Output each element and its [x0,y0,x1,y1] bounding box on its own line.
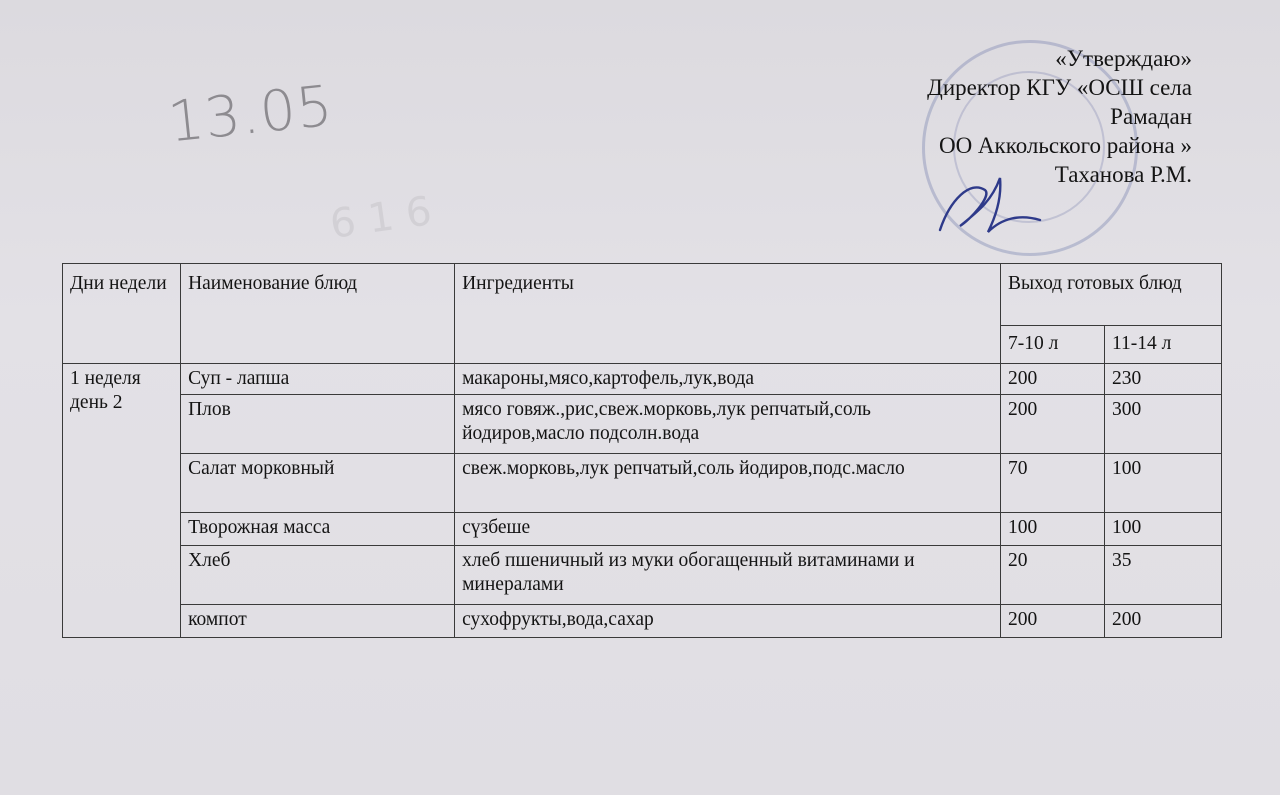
output-7-10: 20 [1001,546,1105,605]
table-header-row [63,264,1222,326]
table-row [63,546,1222,605]
dish-name: Хлеб [181,546,455,605]
output-11-14: 100 [1104,513,1221,546]
ingredients: свеж.морковь,лук репчатый,соль йодиров,подс.масло [455,454,1001,513]
output-11-14: 100 [1104,454,1221,513]
header-day: Дни недели [63,264,181,364]
header-age-7-10: 7-10 л [1001,326,1105,364]
output-11-14: 300 [1104,395,1221,454]
table-row [63,605,1222,638]
faint-pencil-mark: 6 1 6 [327,188,435,248]
header-ingredients: Ингредиенты [455,264,1001,364]
approval-line: Таханова Р.М. [1054,162,1192,187]
output-7-10: 200 [1001,395,1105,454]
approval-line: Рамадан [1110,104,1192,129]
handwritten-date: 13.05 [165,73,337,156]
table-row [63,364,1222,395]
dish-name: Салат морковный [181,454,455,513]
header-age-11-14: 11-14 л [1104,326,1221,364]
output-7-10: 70 [1001,454,1105,513]
approval-line: ОО Аккольского района » [938,133,1192,158]
header-output: Выход готовых блюд [1001,264,1222,326]
output-11-14: 200 [1104,605,1221,638]
ingredients: сүзбеше [455,513,1001,546]
approval-block [772,44,1192,189]
ingredients: макароны,мясо,картофель,лук,вода [455,364,1001,395]
approval-line: Директор КГУ «ОСШ села [927,75,1192,100]
output-11-14: 35 [1104,546,1221,605]
output-7-10: 100 [1001,513,1105,546]
menu-table [62,263,1222,638]
ingredients: мясо говяж.,рис,свеж.морковь,лук репчатый,соль йодиров,масло подсолн.вода [455,395,1001,454]
dish-name: Плов [181,395,455,454]
output-7-10: 200 [1001,364,1105,395]
output-7-10: 200 [1001,605,1105,638]
table-row [63,395,1222,454]
dish-name: Суп - лапша [181,364,455,395]
dish-name: Творожная масса [181,513,455,546]
header-dish: Наименование блюд [181,264,455,364]
dish-name: компот [181,605,455,638]
ingredients: сухофрукты,вода,сахар [455,605,1001,638]
approval-line: «Утверждаю» [1055,46,1192,71]
ingredients: хлеб пшеничный из муки обогащенный витаминами и минералами [455,546,1001,605]
day-label: 1 неделя день 2 [63,364,181,638]
table-row [63,454,1222,513]
table-row [63,513,1222,546]
output-11-14: 230 [1104,364,1221,395]
